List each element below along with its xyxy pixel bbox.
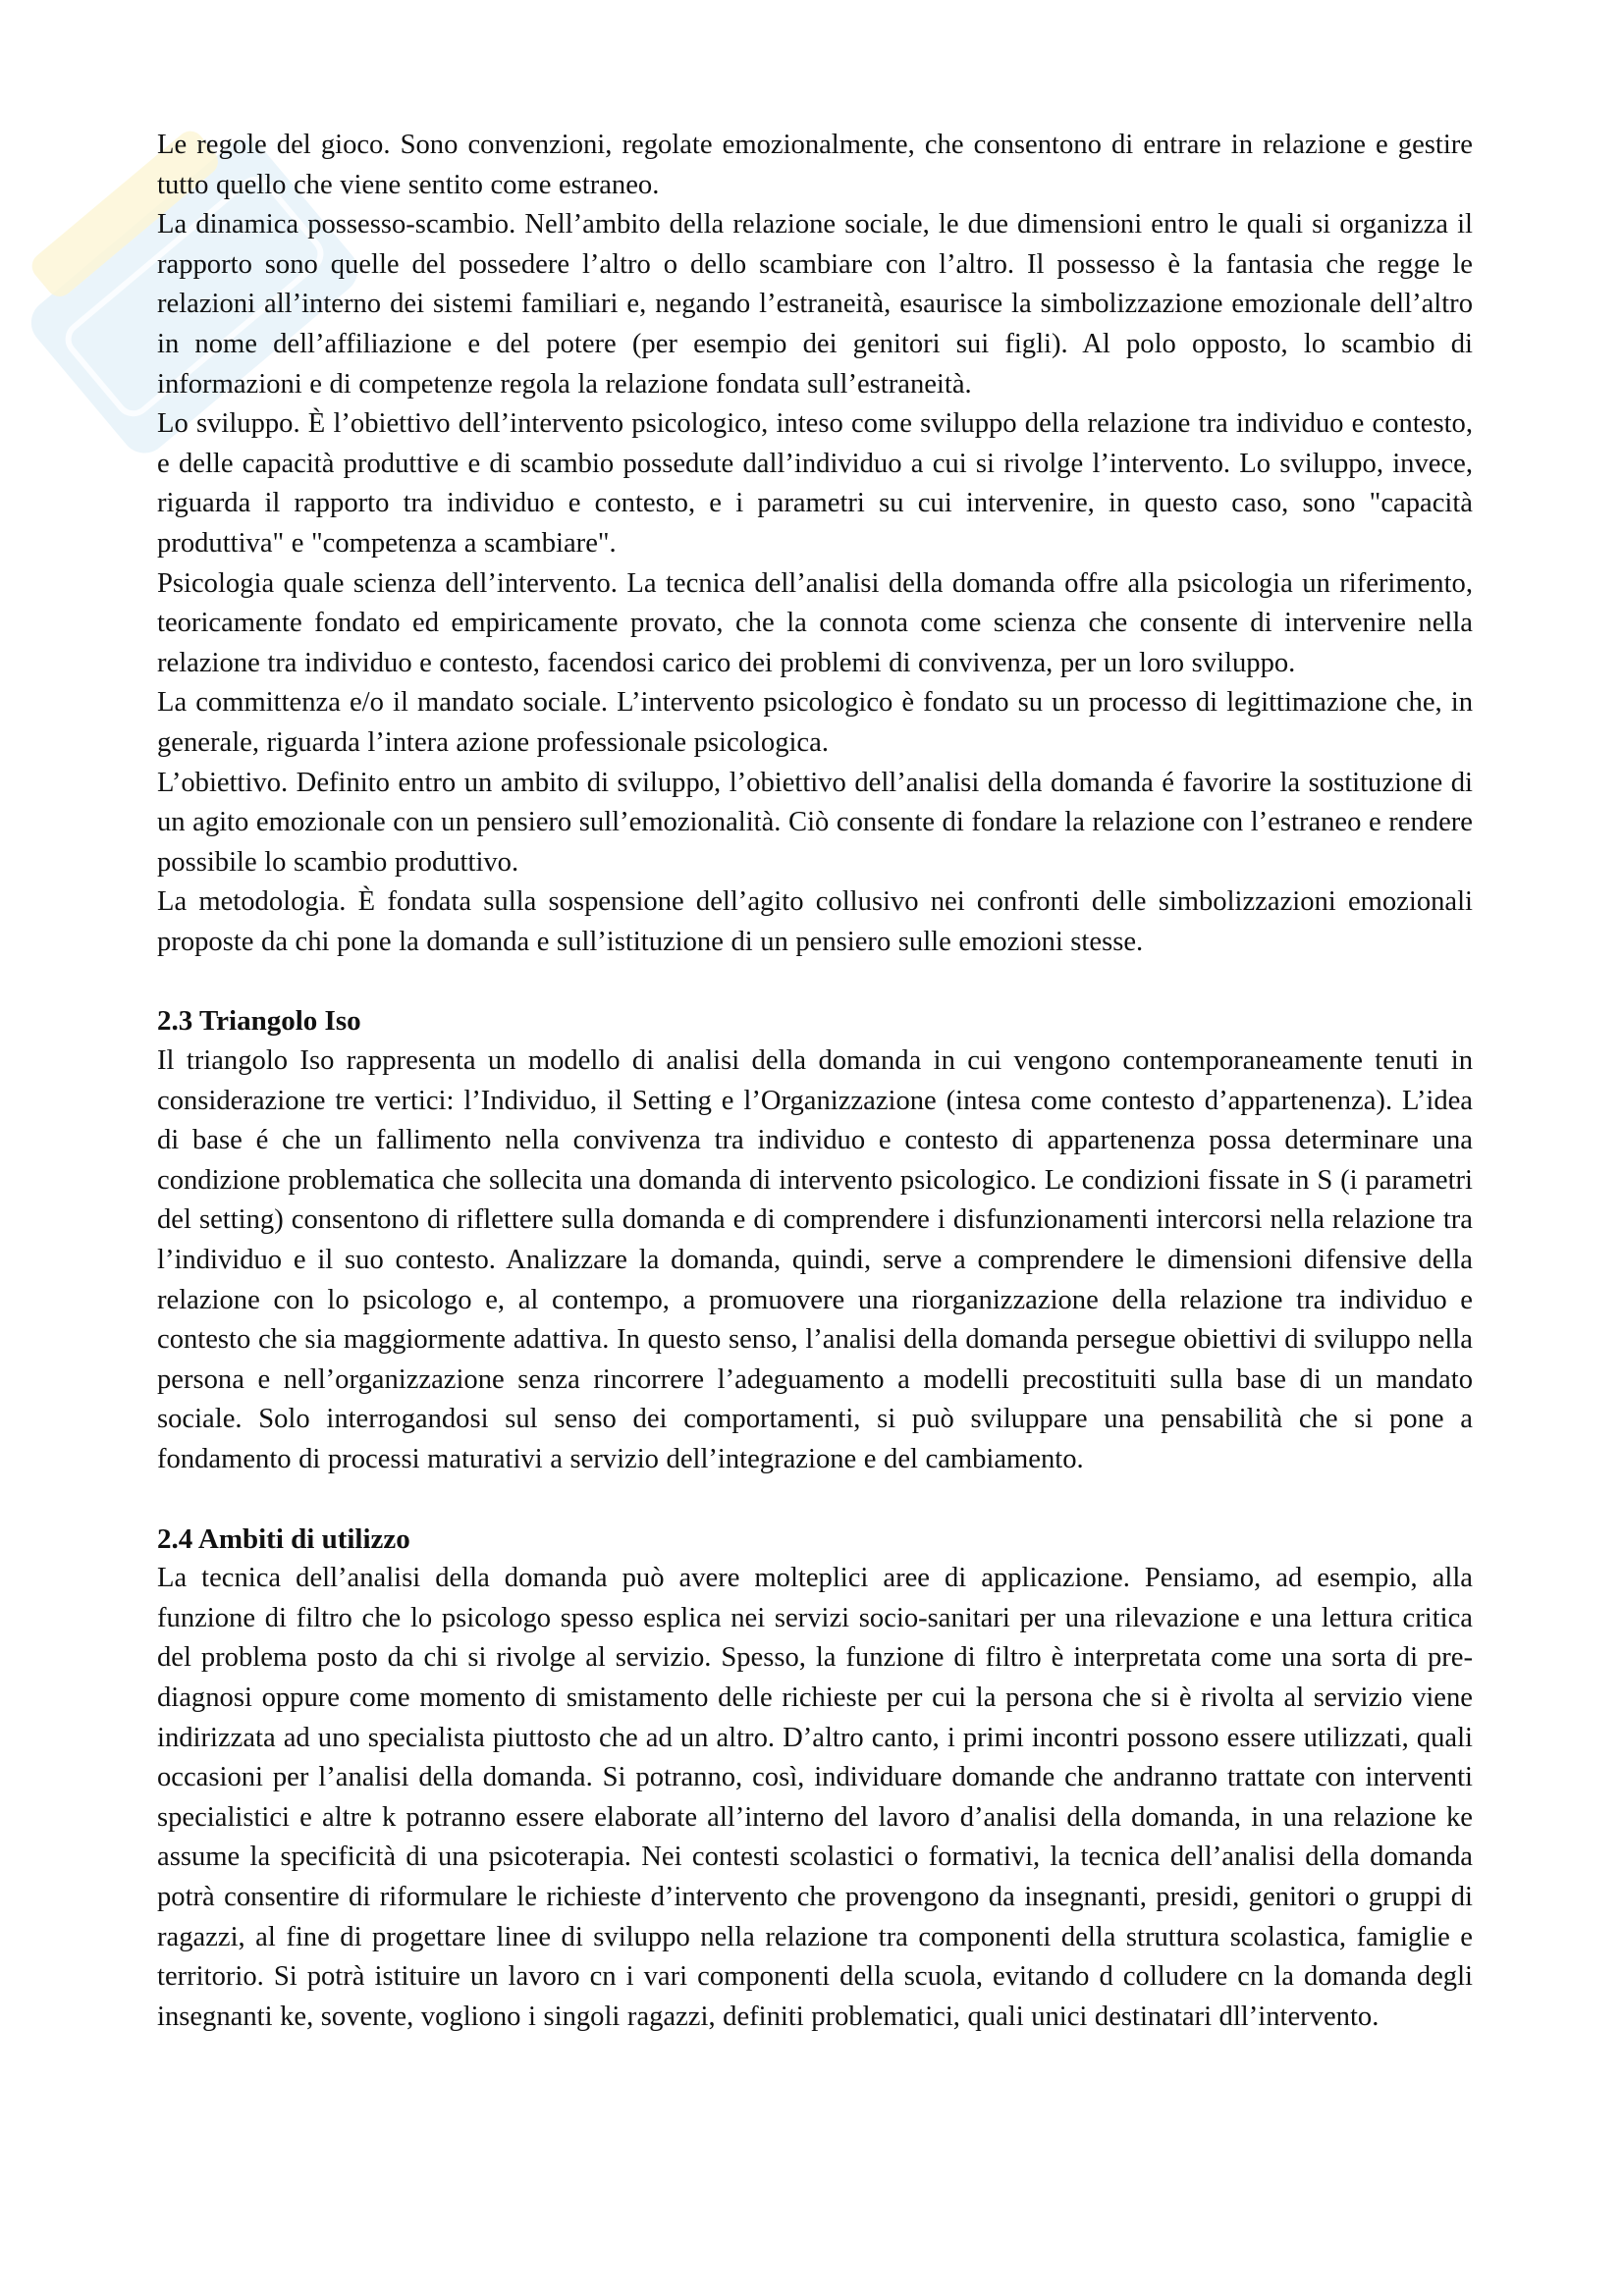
paragraph-sviluppo: Lo sviluppo. È l’obiettivo dell’intervento psicologico, inteso come sviluppo della relazione tra individuo e contesto, e delle capacità produttive e di scambio possedute dall’individuo a cui si rivolge l’intervento. Lo sviluppo, invece, riguarda il rapporto tra individuo e contesto, e i parametri su cui intervenire, in questo caso, sono "capacità produttiva" e "competenza a scambiare". — [157, 408, 1473, 559]
paragraph-psicologia-scienza: Psicologia quale scienza dell’intervento. La tecnica dell’analisi della domanda offre alla psicologia un riferimento, teoricamente fondato ed empiricamente provato, che la connota come scienza che consente di intervenire nella relazione tra individuo e contesto, facendosi carico dei problemi di convivenza, per un loro sviluppo. — [157, 567, 1473, 678]
section-body: La tecnica dell’analisi della domanda può avere molteplici aree di applicazione. Pensiamo, ad esempio, alla funzione di filtro che lo psicologo spesso esplica nei servizi socio-sanitari per una rilevazione e una lettura critica del problema posto da chi si rivolge al servizio. Spesso, la funzione di filtro è interpretata come una sorta di pre-diagnosi oppure come momento di smistamento delle richieste per cui la persona che si è rivolta al servizio viene indirizzata ad uno specialista piuttosto che ad un altro. D’altro canto, i primi incontri possono essere utilizzati, quali occasioni per l’analisi della domanda. Si potranno, così, individuare domande che andranno trattate con interventi specialistici e altre k potranno essere elaborate all’interno del lavoro d’analisi della domanda, in una relazione ke assume la specificità di una psicoterapia. Nei contesti scolastici o formativi, la tecnica dell’analisi della domanda potrà consentire di riformulare le richieste d’intervento che provengono da insegnanti, presidi, genitori o gruppi di ragazzi, al fine di progettare linee di sviluppo nella relazione tra componenti della struttura scolastica, famiglie e territorio. Si potrà istituire un lavoro cn i vari componenti della scuola, evitando d colludere cn la domanda degli insegnanti ke, sovente, vogliono i singoli ragazzi, definiti problematici, quali unici destinatari dll’intervento. — [157, 1563, 1473, 2032]
paragraph-obiettivo: L’obiettivo. Definito entro un ambito di sviluppo, l’obiettivo dell’analisi della domanda é favorire la sostituzione di un agito emozionale con un pensiero sull’emozionalità. Ciò consente di fondare la relazione con l’estraneo e rendere possibile lo scambio produttivo. — [157, 767, 1473, 878]
section-heading: 2.4 Ambiti di utilizzo — [157, 1522, 410, 1555]
paragraph-regole-del-gioco: Le regole del gioco. Sono convenzioni, regolate emozionalmente, che consentono di entrare in relazione e gestire tutto quello che viene sentito come estraneo. — [157, 130, 1473, 200]
section-ambiti-di-utilizzo — [157, 1520, 1473, 2038]
section-heading: 2.3 Triangolo Iso — [157, 1005, 361, 1038]
paragraph-metodologia: La metodologia. È fondata sulla sospensione dell’agito collusivo nei confronti delle simbolizzazioni emozionali proposte da chi pone la domanda e sull’istituzione di un pensiero sulle emozioni stesse. — [157, 886, 1473, 957]
section-body: Il triangolo Iso rappresenta un modello di analisi della domanda in cui vengono contemporaneamente tenuti in considerazione tre vertici: l’Individuo, il Setting e l’Organizzazione (intesa come contesto d’appartenenza). L’idea di base é che un fallimento nella convivenza tra individuo e contesto di appartenenza possa determinare una condizione problematica che sollecita una domanda di intervento psicologico. Le condizioni fissate in S (i parametri del setting) consentono di riflettere sulla domanda e di comprendere i disfunzionamenti intercorsi nella relazione tra l’individuo e il suo contesto. Analizzare la domanda, quindi, serve a comprendere le dimensioni difensive della relazione con lo psicologo e, al contempo, a promuovere una riorganizzazione della relazione tra individuo e contesto che sia maggiormente adattiva. In questo senso, l’analisi della domanda persegue obiettivi di sviluppo nella persona e nell’organizzazione senza rincorrere l’adeguamento a modelli precostituiti sulla base di un mandato sociale. Solo interrogandosi sul senso dei comportamenti, si può sviluppare una pensabilità che si pone a fondamento di processi maturativi a servizio dell’integrazione e del cambiamento. — [157, 1045, 1473, 1474]
paragraph-committenza: La committenza e/o il mandato sociale. L’intervento psicologico è fondato su un processo di legittimazione che, in generale, riguarda l’intera azione professionale psicologica. — [157, 687, 1473, 758]
paragraph-possesso-scambio: La dinamica possesso-scambio. Nell’ambito della relazione sociale, le due dimensioni entro le quali si organizza il rapporto sono quelle del possedere l’altro o dello scambiare con l’altro. Il possesso è la fantasia che regge le relazioni all’interno dei sistemi familiari e, negando l’estraneità, esaurisce la simbolizzazione emozionale dell’altro in nome dell’affiliazione e del potere (per esempio dei genitori sui figli). Al polo opposto, lo scambio di informazioni e di competenze regola la relazione fondata sull’estraneità. — [157, 209, 1473, 400]
document-page — [157, 126, 1473, 2037]
section-triangolo-iso — [157, 1001, 1473, 1479]
